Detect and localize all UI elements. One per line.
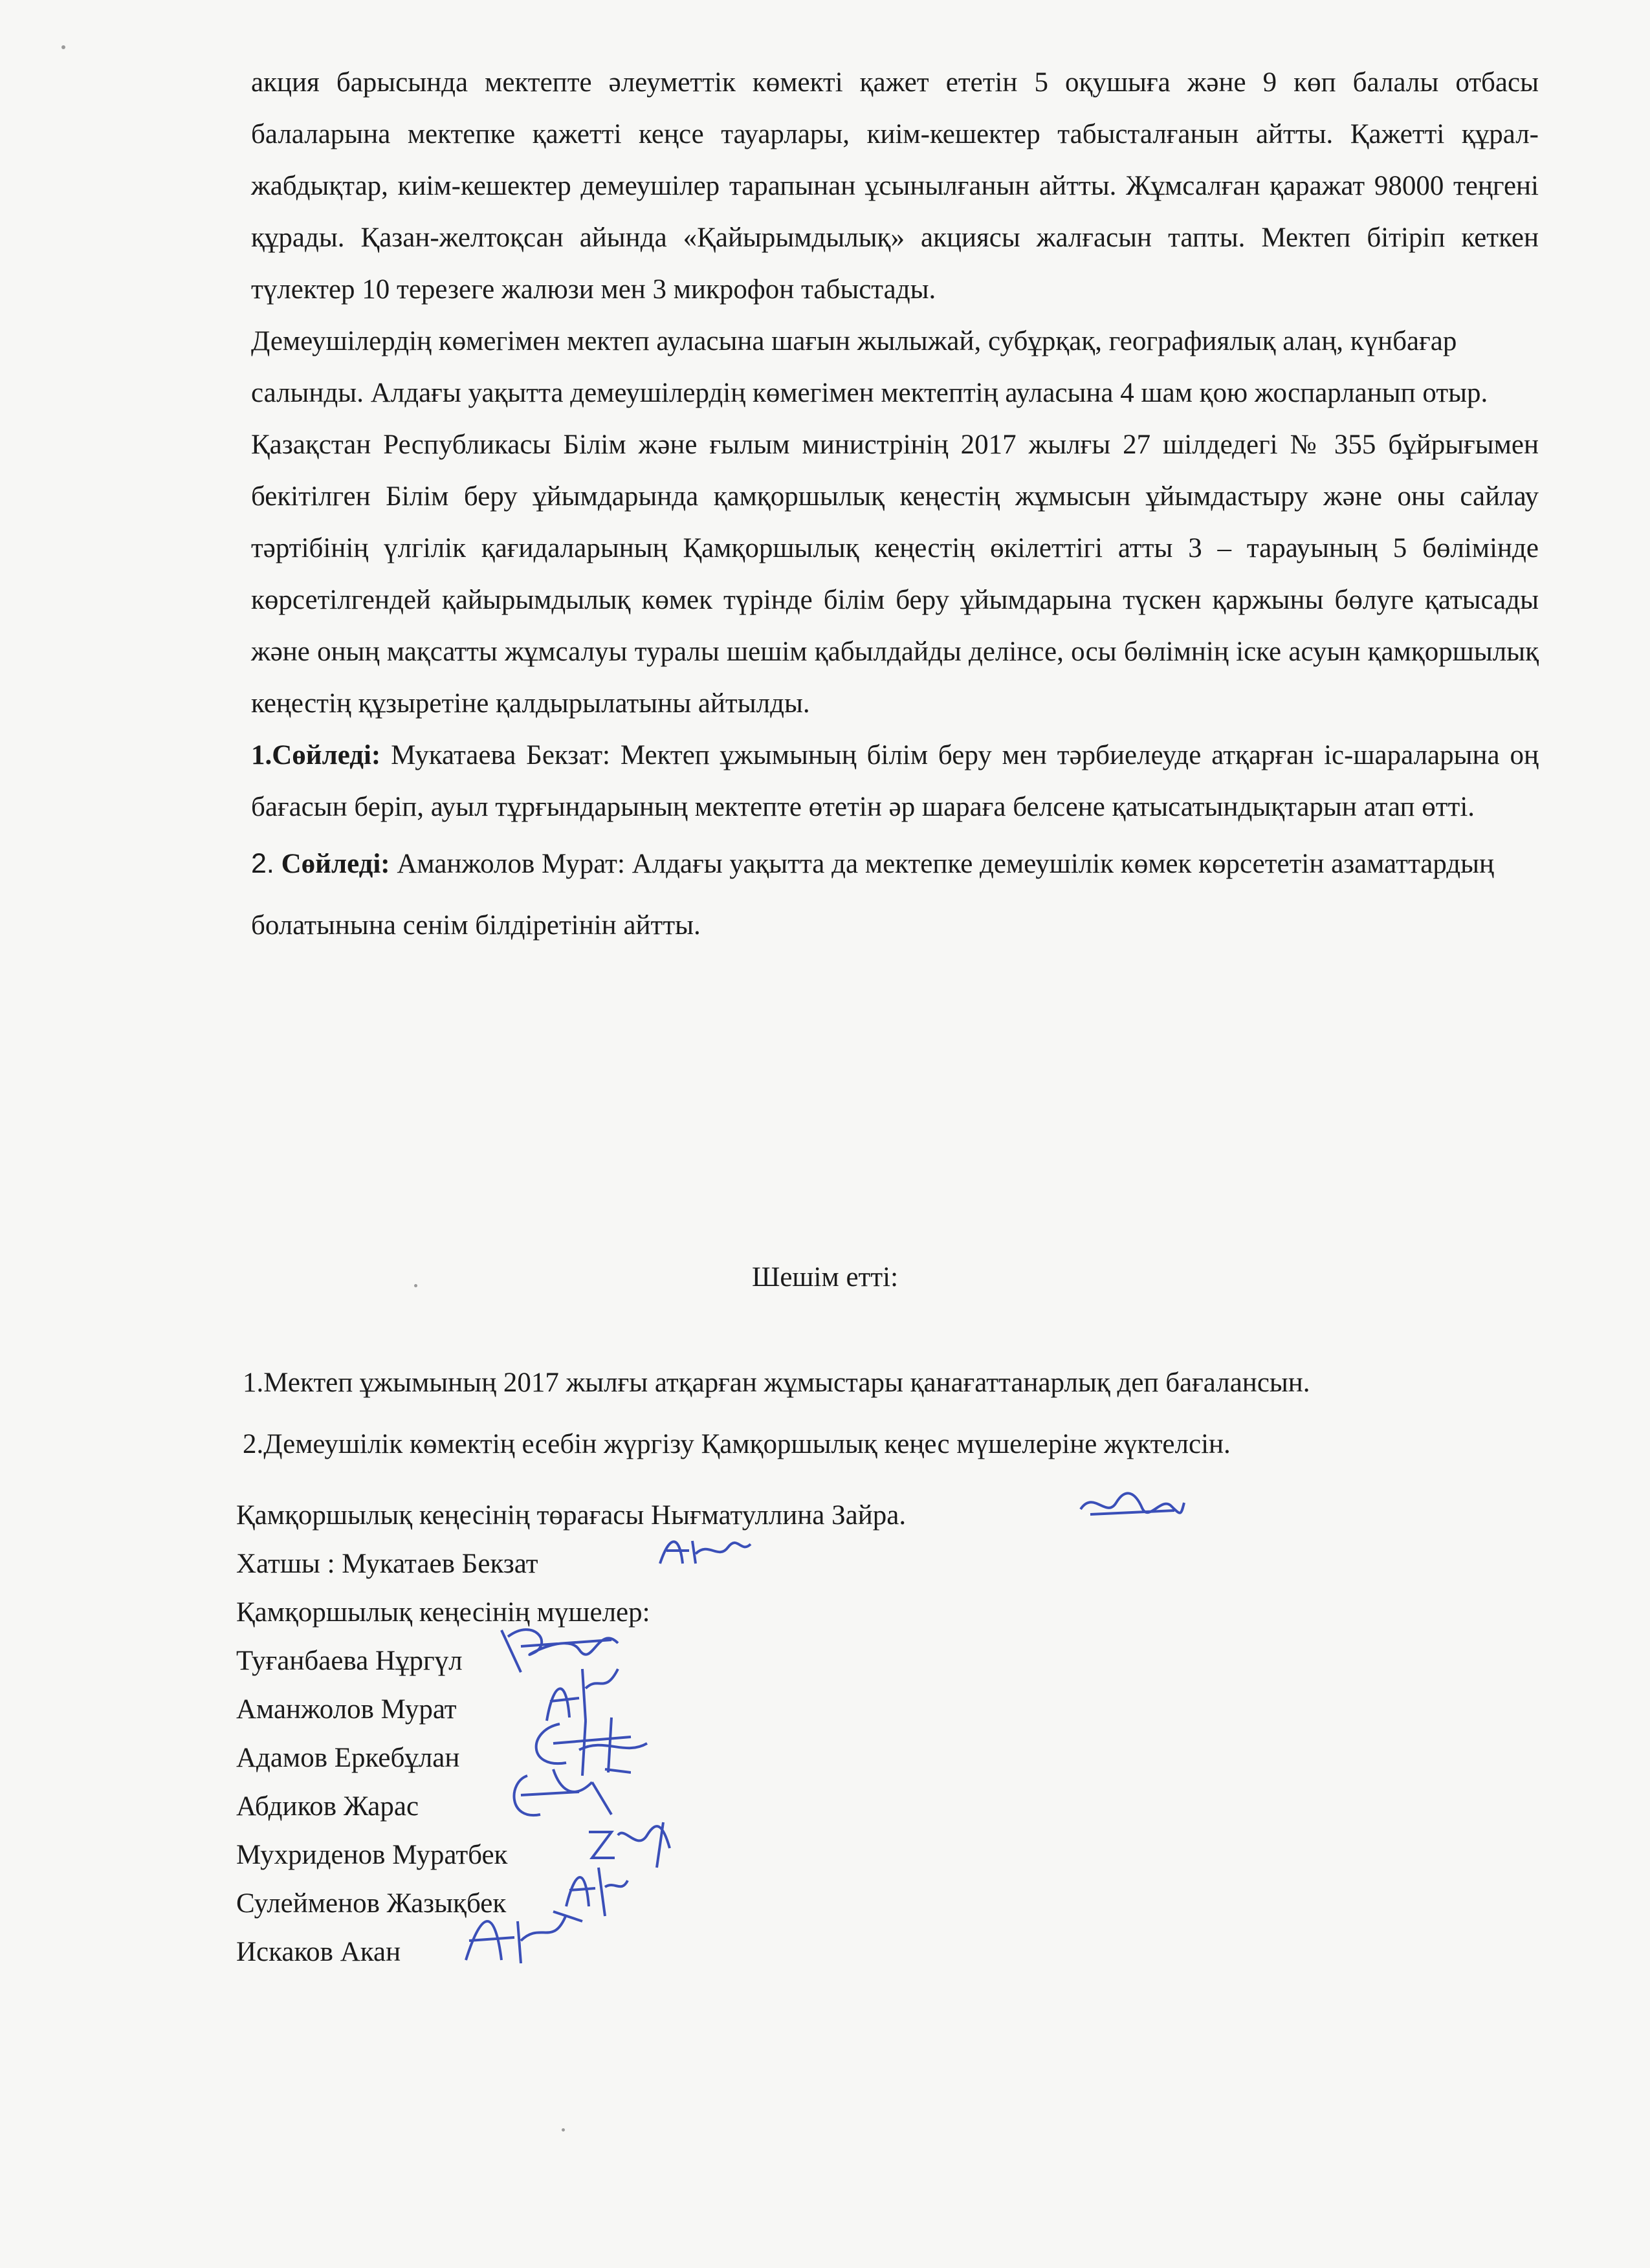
scan-speck xyxy=(61,45,65,49)
chair-signature-icon xyxy=(1077,1483,1187,1529)
speech-1-label: 1.Сөйледі: xyxy=(251,740,381,770)
secretary-signature-icon xyxy=(657,1528,754,1573)
speech-2-label: Сөйледі: xyxy=(281,849,390,879)
secretary-line xyxy=(236,1540,1142,1588)
secretary-name: Хатшы : Мукатаев Бекзат xyxy=(236,1549,538,1579)
member-name: Абдиков Жарас xyxy=(236,1791,419,1822)
signature-block xyxy=(236,1491,1142,1976)
decision-item: 2.Демеушілік көмектің есебін жүргізу Қамқоршылық кеңес мүшелеріне жүктелсін. xyxy=(243,1429,1231,1459)
member-name: Мухриденов Муратбек xyxy=(236,1840,508,1870)
scan-speck xyxy=(562,2128,565,2132)
speech-2 xyxy=(251,833,1539,956)
body-text xyxy=(251,57,1539,956)
member-row xyxy=(236,1879,1142,1928)
chair-name: Қамқоршылық кеңесінің төрағасы Нығматуллина Зайра. xyxy=(236,1500,907,1531)
speech-1 xyxy=(251,730,1539,833)
decision-title: Шешім етті: xyxy=(751,1262,899,1292)
paragraph-2: Демеушілердің көмегімен мектеп ауласына шағын жылыжай, субұрқақ, географиялық алаң, күнбағар салынды. Алдағы уақытта демеушілердің көмегімен мектептің ауласына 4 шам қою жоспарланып отыр. xyxy=(251,326,1488,408)
member-name: Аманжолов Мурат xyxy=(236,1694,457,1725)
paragraph-1: акция барысында мектепте әлеуметтік көмекті қажет ететін 5 оқушыға және 9 көп балалы отбасы балаларына мектепке қажетті кеңсе тауарлары, киім-кешектер табысталғанын айтты. Қажетті құрал-жабдықтар, киім-кешектер демеушілер тарапынан ұсынылғанын айтты. Жұмсалған қаражат 98000 теңгені құрады. Қазан-желтоқсан айында «Қайырымдылық» акциясы жалғасын тапты. Мектеп бітіріп кеткен түлектер 10 терезеге жалюзи мен 3 микрофон табыстады. xyxy=(251,67,1539,305)
member-name: Туғанбаева Нұргүл xyxy=(236,1646,463,1676)
member-name: Искаков Акан xyxy=(236,1937,401,1967)
decision-item: 1.Мектеп ұжымының 2017 жылғы атқарған жұмыстары қанағаттанарлық деп бағалансын. xyxy=(243,1368,1310,1398)
speech-1-text: Мукатаева Бекзат: Мектеп ұжымының білім беру мен тәрбиелеуде атқарған іс-шараларына оң бағасын беріп, ауыл тұрғындарының мектепте өтетін әр шараға белсене қатысатындықтарын атап өтті. xyxy=(251,740,1539,822)
speech-2-number: 2. xyxy=(251,848,274,879)
member-name: Адамов Еркебұлан xyxy=(236,1743,460,1773)
speech-2-text: Аманжолов Мурат: Алдағы уақытта да мектепке демеушілік көмек көрсететін азаматтардың болатынына сенім білдіретінін айтты. xyxy=(251,849,1495,941)
member-row xyxy=(236,1685,1142,1734)
member-row xyxy=(236,1734,1142,1782)
member-name: Сулейменов Жазықбек xyxy=(236,1888,507,1919)
member-row xyxy=(236,1782,1142,1831)
member-signature-icon xyxy=(456,1902,586,1973)
decision-list xyxy=(243,1352,1569,1475)
member-row xyxy=(236,1831,1142,1879)
members-heading: Қамқоршылық кеңесінің мүшелер: xyxy=(236,1597,650,1628)
member-row xyxy=(236,1637,1142,1685)
member-row xyxy=(236,1928,1142,1976)
paragraph-3: Қазақстан Республикасы Білім және ғылым министрінің 2017 жылғы 27 шілдедегі № 355 бұйрығымен бекітілген Білім беру ұйымдарында қамқоршылық кеңестің жұмысын ұйымдастыру және оны сайлау тәртібінің үлгілік қағидаларының Қамқоршылық кеңестің өкілеттігі атты 3 – тарауының 5 бөлімінде көрсетілгендей қайырымдылық көмек түрінде білім беру ұйымдарына түскен қаржыны бөлуге қатысады және оның мақсатты жұмсалуы туралы шешім қабылдайды делінсе, осы бөлімнің іске асуын қамқоршылық кеңестің құзыретіне қалдырылатыны айтылды. xyxy=(251,430,1539,719)
